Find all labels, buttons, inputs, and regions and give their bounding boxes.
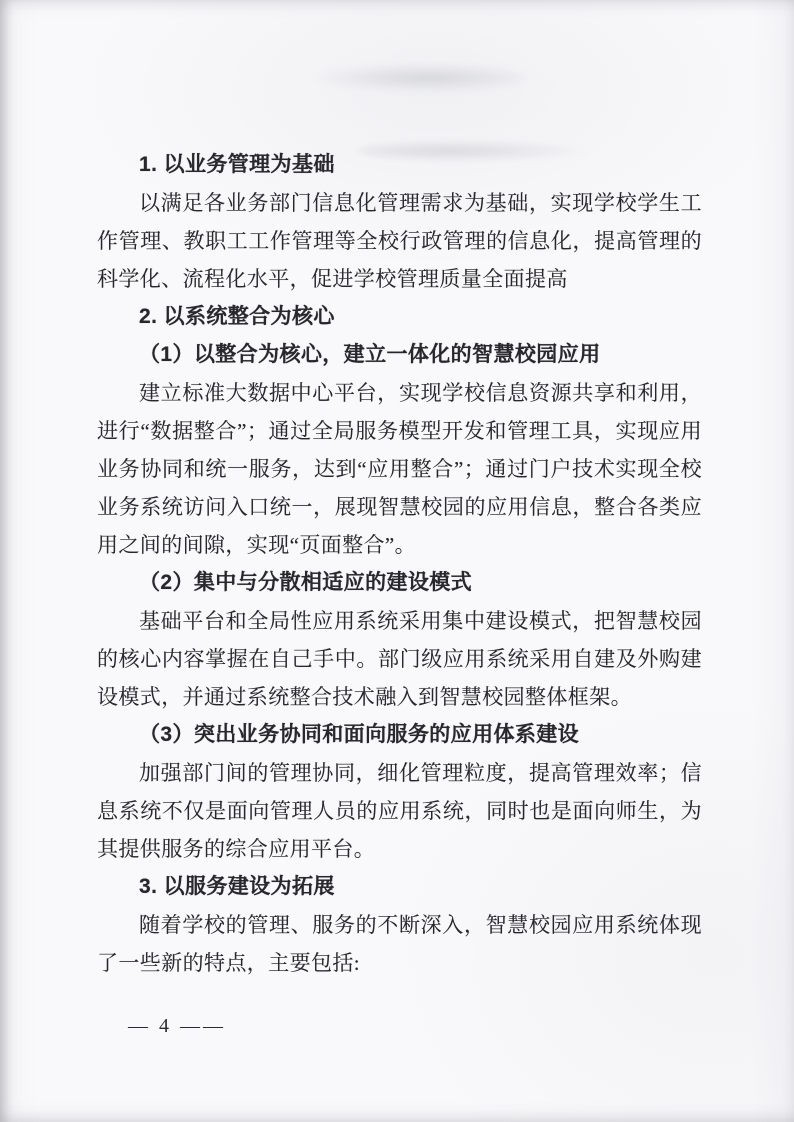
body-paragraph: 以满足各业务部门信息化管理需求为基础，实现学校学生工作管理、教职工工作管理等全校行政管理的信息化，提高管理的科学化、流程化水平，促进学校管理质量全面提高	[97, 191, 702, 291]
scan-edge-shadow	[0, 0, 8, 1122]
body-paragraph: 随着学校的管理、服务的不断深入，智慧校园应用系统体现了一些新的特点，主要包括:	[97, 913, 702, 975]
body-paragraph: 建立标准大数据中心平台，实现学校信息资源共享和利用，进行“数据整合”；通过全局服务模型开发和管理工具，实现应用业务协同和统一服务，达到“应用整合”；通过门户技术实现全校业务系统访问入口统一，展现智慧校园的应用信息，整合各类应用之间的间隙，实现“页面整合”。	[97, 381, 702, 557]
numbered-heading-3: 3. 以服务建设为拓展	[139, 875, 335, 898]
body-paragraph: 加强部门间的管理协同，细化管理粒度，提高管理效率；信息系统不仅是面向管理人员的应用系统，同时也是面向师生，为其提供服务的综合应用平台。	[97, 761, 702, 861]
numbered-heading-2: 2. 以系统整合为核心	[139, 305, 335, 328]
sub-heading-1: （1）以整合为核心，建立一体化的智慧校园应用	[139, 343, 601, 366]
scan-smudge-bleedthrough	[310, 64, 525, 92]
document-body	[97, 146, 702, 982]
numbered-heading-1: 1. 以业务管理为基础	[139, 153, 335, 176]
sub-heading-3: （3）突出业务协同和面向服务的应用体系建设	[139, 723, 580, 746]
sub-heading-2: （2）集中与分散相适应的建设模式	[139, 571, 473, 594]
body-paragraph: 基础平台和全局性应用系统采用集中建设模式，把智慧校园的核心内容掌握在自己手中。部门级应用系统采用自建及外购建设模式，并通过系统整合技术融入到智慧校园整体框架。	[97, 609, 702, 709]
page-number: — 4 ——	[128, 1015, 226, 1037]
